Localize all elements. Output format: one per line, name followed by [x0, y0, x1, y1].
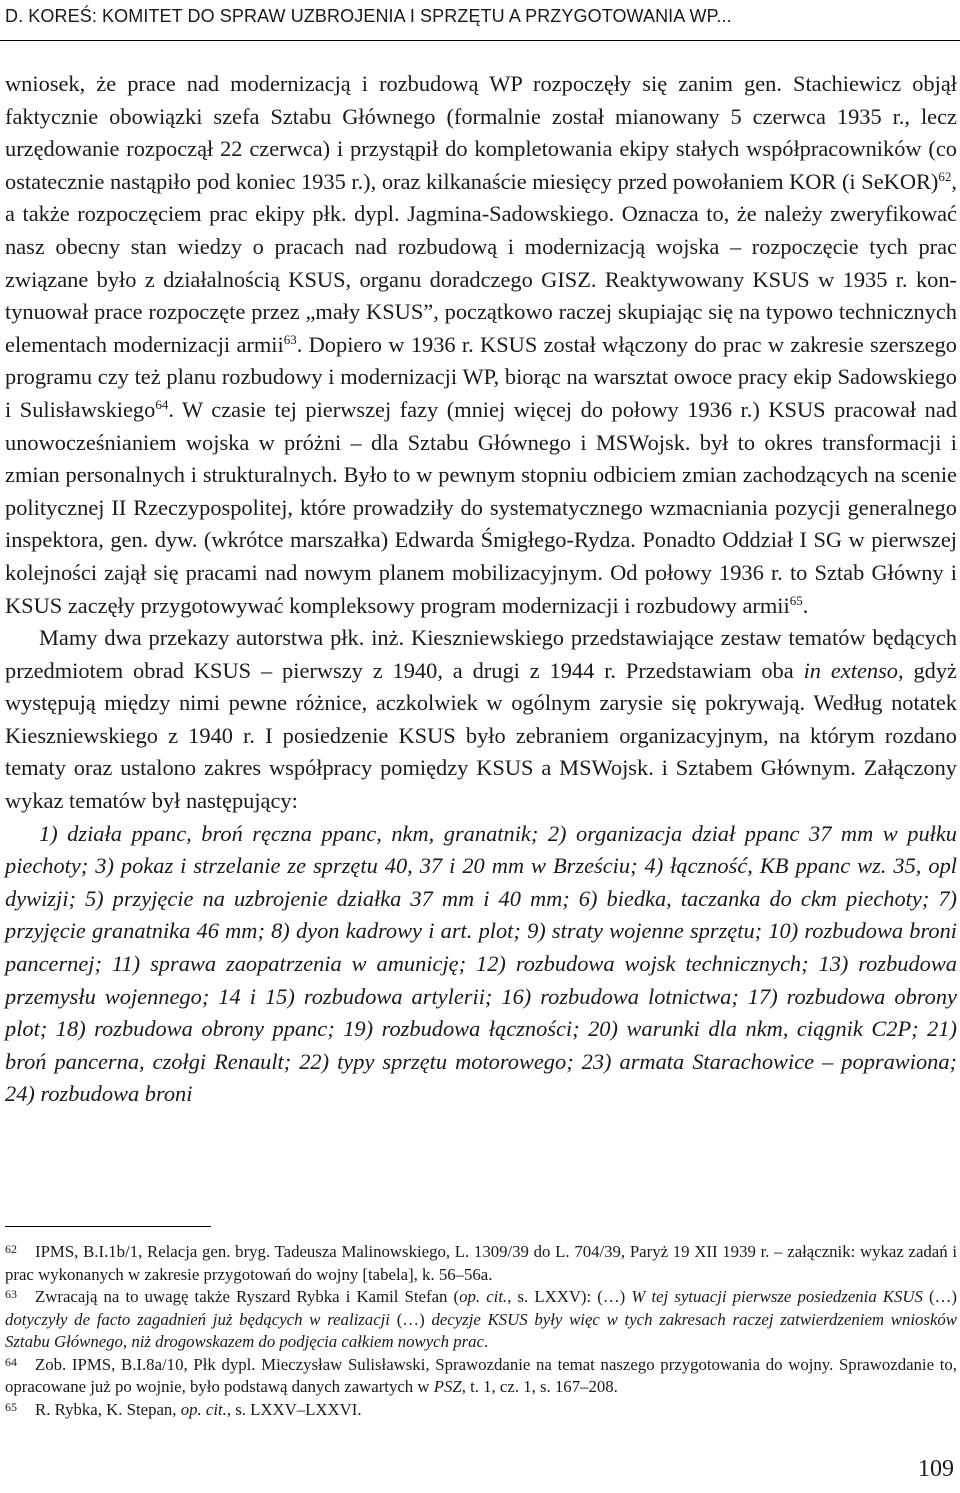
footnotes-section	[5, 1241, 957, 1421]
text-run: (…)	[389, 1309, 432, 1329]
paragraph-2	[5, 622, 957, 818]
footnote-64: 64 Zob. IPMS, B.I.8a/10, Płk dypl. Mieczysław Sulisławski, Sprawozdanie na temat naszego przygotowania do wojny. Sprawozdanie to, opracowane już po wojnie, było podstawą danych zawartych w PSZ, t. 1, cz. 1, s. 167–208.	[5, 1354, 957, 1396]
header-divider	[0, 40, 960, 41]
footnote-65: 65 R. Rybka, K. Stepan, op. cit., s. LXXV–LXXVI.	[5, 1399, 362, 1419]
footnote-ref-64[interactable]: 64	[155, 396, 169, 412]
text-run: , t. 1, cz. 1, s. 167–208.	[461, 1377, 618, 1396]
text-run: , s. LXXV): (…)	[507, 1287, 632, 1306]
italic-run: op. cit.	[459, 1287, 508, 1306]
text-run: , s. LXXV–LXXVI.	[226, 1399, 362, 1419]
text-run: , a także rozpoczęciem prac ekipy płk. dypl. Jagmina-Sadowskiego. Oznacza to, że należy zweryfikować nasz obecny stan wiedzy o pracach nad rozbudową i modernizacją wojska – rozpoczęcie tych prac związane było z działalnością KSUS, organu doradczego GISZ. Reaktywowany KSUS w 1935 r. kontynuował prace rozpoczęte przez „mały KSUS”, początkowo raczej skupiając się na typowo technicznych elementach modernizacji armii	[5, 168, 957, 357]
text-run: (…)	[922, 1287, 958, 1306]
footnote-ref-63[interactable]: 63	[283, 331, 297, 347]
italic-run: decyzje KSUS były więc w tych zakresach raczej zatwierdzeniem wniosków Sztabu Głównego, niż drogowskazem do podjęcia całkiem nowych prac	[5, 1309, 957, 1351]
text-run: R. Rybka, K. Stepan,	[35, 1399, 181, 1419]
text-run: Zob. IPMS, B.I.8a/10, Płk dypl. Mieczysław Sulisławski, Sprawozdanie na temat naszego przygotowania do wojny. Sprawozdanie to, opracowane już po wojnie, było podstawą danych zawartych w	[5, 1354, 957, 1396]
text-run: wniosek, że prace nad modernizacją i rozbudową WP rozpoczęły się zanim gen. Stachiewicz objął faktycznie obowiązki szefa Sztabu Głównego (formalnie został mianowany 5 czerwca 1935 r., lecz urzędowanie rozpoczął 22 czerwca) i przystąpił do kompletowania ekipy stałych współpracowników (co ostatecznie nastąpiło pod koniec 1935 r.), oraz kilkanaście miesięcy przed powołaniem KOR (i SeKOR)	[5, 71, 957, 194]
running-header: D. KOREŚ: KOMITET DO SPRAW UZBROJENIA I SPRZĘTU A PRZYGOTOWANIA WP...	[5, 6, 732, 26]
footnote-63: 63 Zwracają na to uwagę także Ryszard Rybka i Kamil Stefan (op. cit., s. LXXV): (…) W tej sytuacji pierwsze posiedzenia KSUS (…) dotyczyły de facto zagadnień już będących w realizacji (…) decyzje KSUS były więc w tych zakresach raczej zatwierdzeniem wniosków Sztabu Głównego, niż drogowskazem do podjęcia całkiem nowych prac.	[5, 1287, 958, 1351]
paragraph-1	[5, 68, 957, 622]
footnote-ref-65[interactable]: 65	[789, 592, 803, 608]
text-run: Zwracają na to uwagę także Ryszard Rybka i Kamil Stefan (	[35, 1287, 460, 1306]
text-run: , gdyż występują między nimi pewne różnice, aczkolwiek w ogólnym zarysie się pokrywają. Według notatek Kieszniewskiego z 1940 r. I posiedzenie KSUS było zebraniem organizacyjnym, na którym rozdano tematy oraz ustalono zakres współpracy pomiędzy KSUS a MSWojsk. i Sztabem Głównym. Załączony wykaz tematów był następujący:	[5, 657, 957, 814]
italic-phrase: in extenso	[803, 657, 898, 683]
italic-run: PSZ	[433, 1377, 462, 1396]
text-run: . W czasie tej pierwszej fazy (mniej więcej do połowy 1936 r.) KSUS pracował nad unowocześnianiem wojska w próżni – dla Sztabu Głównego i MSWojsk. był to okres transformacji i zmian personalnych i strukturalnych. Było to w pewnym stopniu odbiciem zmian zachodzących na scenie politycznej II Rzeczypospolitej, które prowadziły do systematycznego wzmacniania pozycji generalnego inspektora, gen. dyw. (wkrótce marszałka) Edwarda Śmigłego-Rydza. Ponadto Oddział I SG w pierwszej kolejności zajął się pracami nad nowym planem mobilizacyjnym. Od połowy 1936 r. to Sztab Główny i KSUS zaczęły przygotowywać kompleksowy program modernizacji i rozbudowy armii	[5, 396, 957, 618]
italic-run: op. cit.	[180, 1399, 227, 1419]
page-number: 109	[918, 1456, 954, 1482]
text-run: .	[483, 1332, 489, 1351]
text-run: Mamy dwa przekazy autorstwa płk. inż. Kieszniewskiego przedstawiające zestaw tematów będących przedmiotem obrad KSUS – pierwszy z 1940, a drugi z 1944 r. Przedstawiam oba	[5, 625, 957, 683]
footnote-divider	[5, 1226, 211, 1227]
footnote-62: 62 IPMS, B.I.1b/1, Relacja gen. bryg. Tadeusza Malinowskiego, L. 1309/39 do L. 704/39, Paryż 19 XII 1939 r. – załącznik: wykaz zadań i prac wykonanych w zakresie przygotowań do wojny [tabela], k. 56–56a.	[5, 1242, 957, 1284]
italic-run: W tej sytuacji pierwsze posiedzenia KSUS	[631, 1287, 923, 1306]
footnote-text: IPMS, B.I.1b/1, Relacja gen. bryg. Tadeusza Malinowskiego, L. 1309/39 do L. 704/39, Paryż 19 XII 1939 r. – załącznik: wykaz zadań i prac wykonanych w zakresie przygotowań do wojny [tabela], k. 56–56a.	[5, 1242, 957, 1284]
italic-run: dotyczyły de facto zagadnień już będących w realizacji	[5, 1309, 390, 1329]
text-run: . Dopiero w 1936 r. KSUS został włączony do prac w zakresie szerszego programu czy też planu rozbudowy i modernizacji WP, biorąc na warsztat owoce pracy ekip Sadowskiego i Sulisławskiego	[5, 331, 958, 422]
topics-list: 1) działa ppanc, broń ręczna ppanc, nkm, granatnik; 2) organizacja dział ppanc 37 mm w pułku piechoty; 3) pokaz i strzelanie ze sprzętu 40, 37 i 20 mm w Brześciu; 4) łączność, KB ppanc wz. 35, opl dywizji; 5) przyjęcie na uzbrojenie działka 37 mm i 40 mm; 6) biedka, taczanka do ckm piechoty; 7) przyjęcie granatnika 46 mm; 8) dyon kadrowy i art. plot; 9) straty wojenne sprzętu; 10) rozbudowa broni pancernej; 11) sprawa zaopatrzenia w amunicję; 12) rozbudowa wojsk technicznych; 13) rozbudowa przemysłu wojennego; 14 i 15) rozbudowa artylerii; 16) rozbudowa lotnictwa; 17) rozbudowa obrony plot; 18) rozbudowa obrony ppanc; 19) rozbudowa łączności; 20) warunki dla nkm, ciągnik C2P; 21) broń pancerna, czołgi Renault; 22) typy sprzętu motorowego; 23) armata Starachowice – poprawiona; 24) rozbudowa broni	[5, 820, 957, 1107]
main-text	[5, 68, 957, 1111]
text-run: .	[802, 592, 809, 618]
footnote-ref-62[interactable]: 62	[938, 168, 952, 184]
